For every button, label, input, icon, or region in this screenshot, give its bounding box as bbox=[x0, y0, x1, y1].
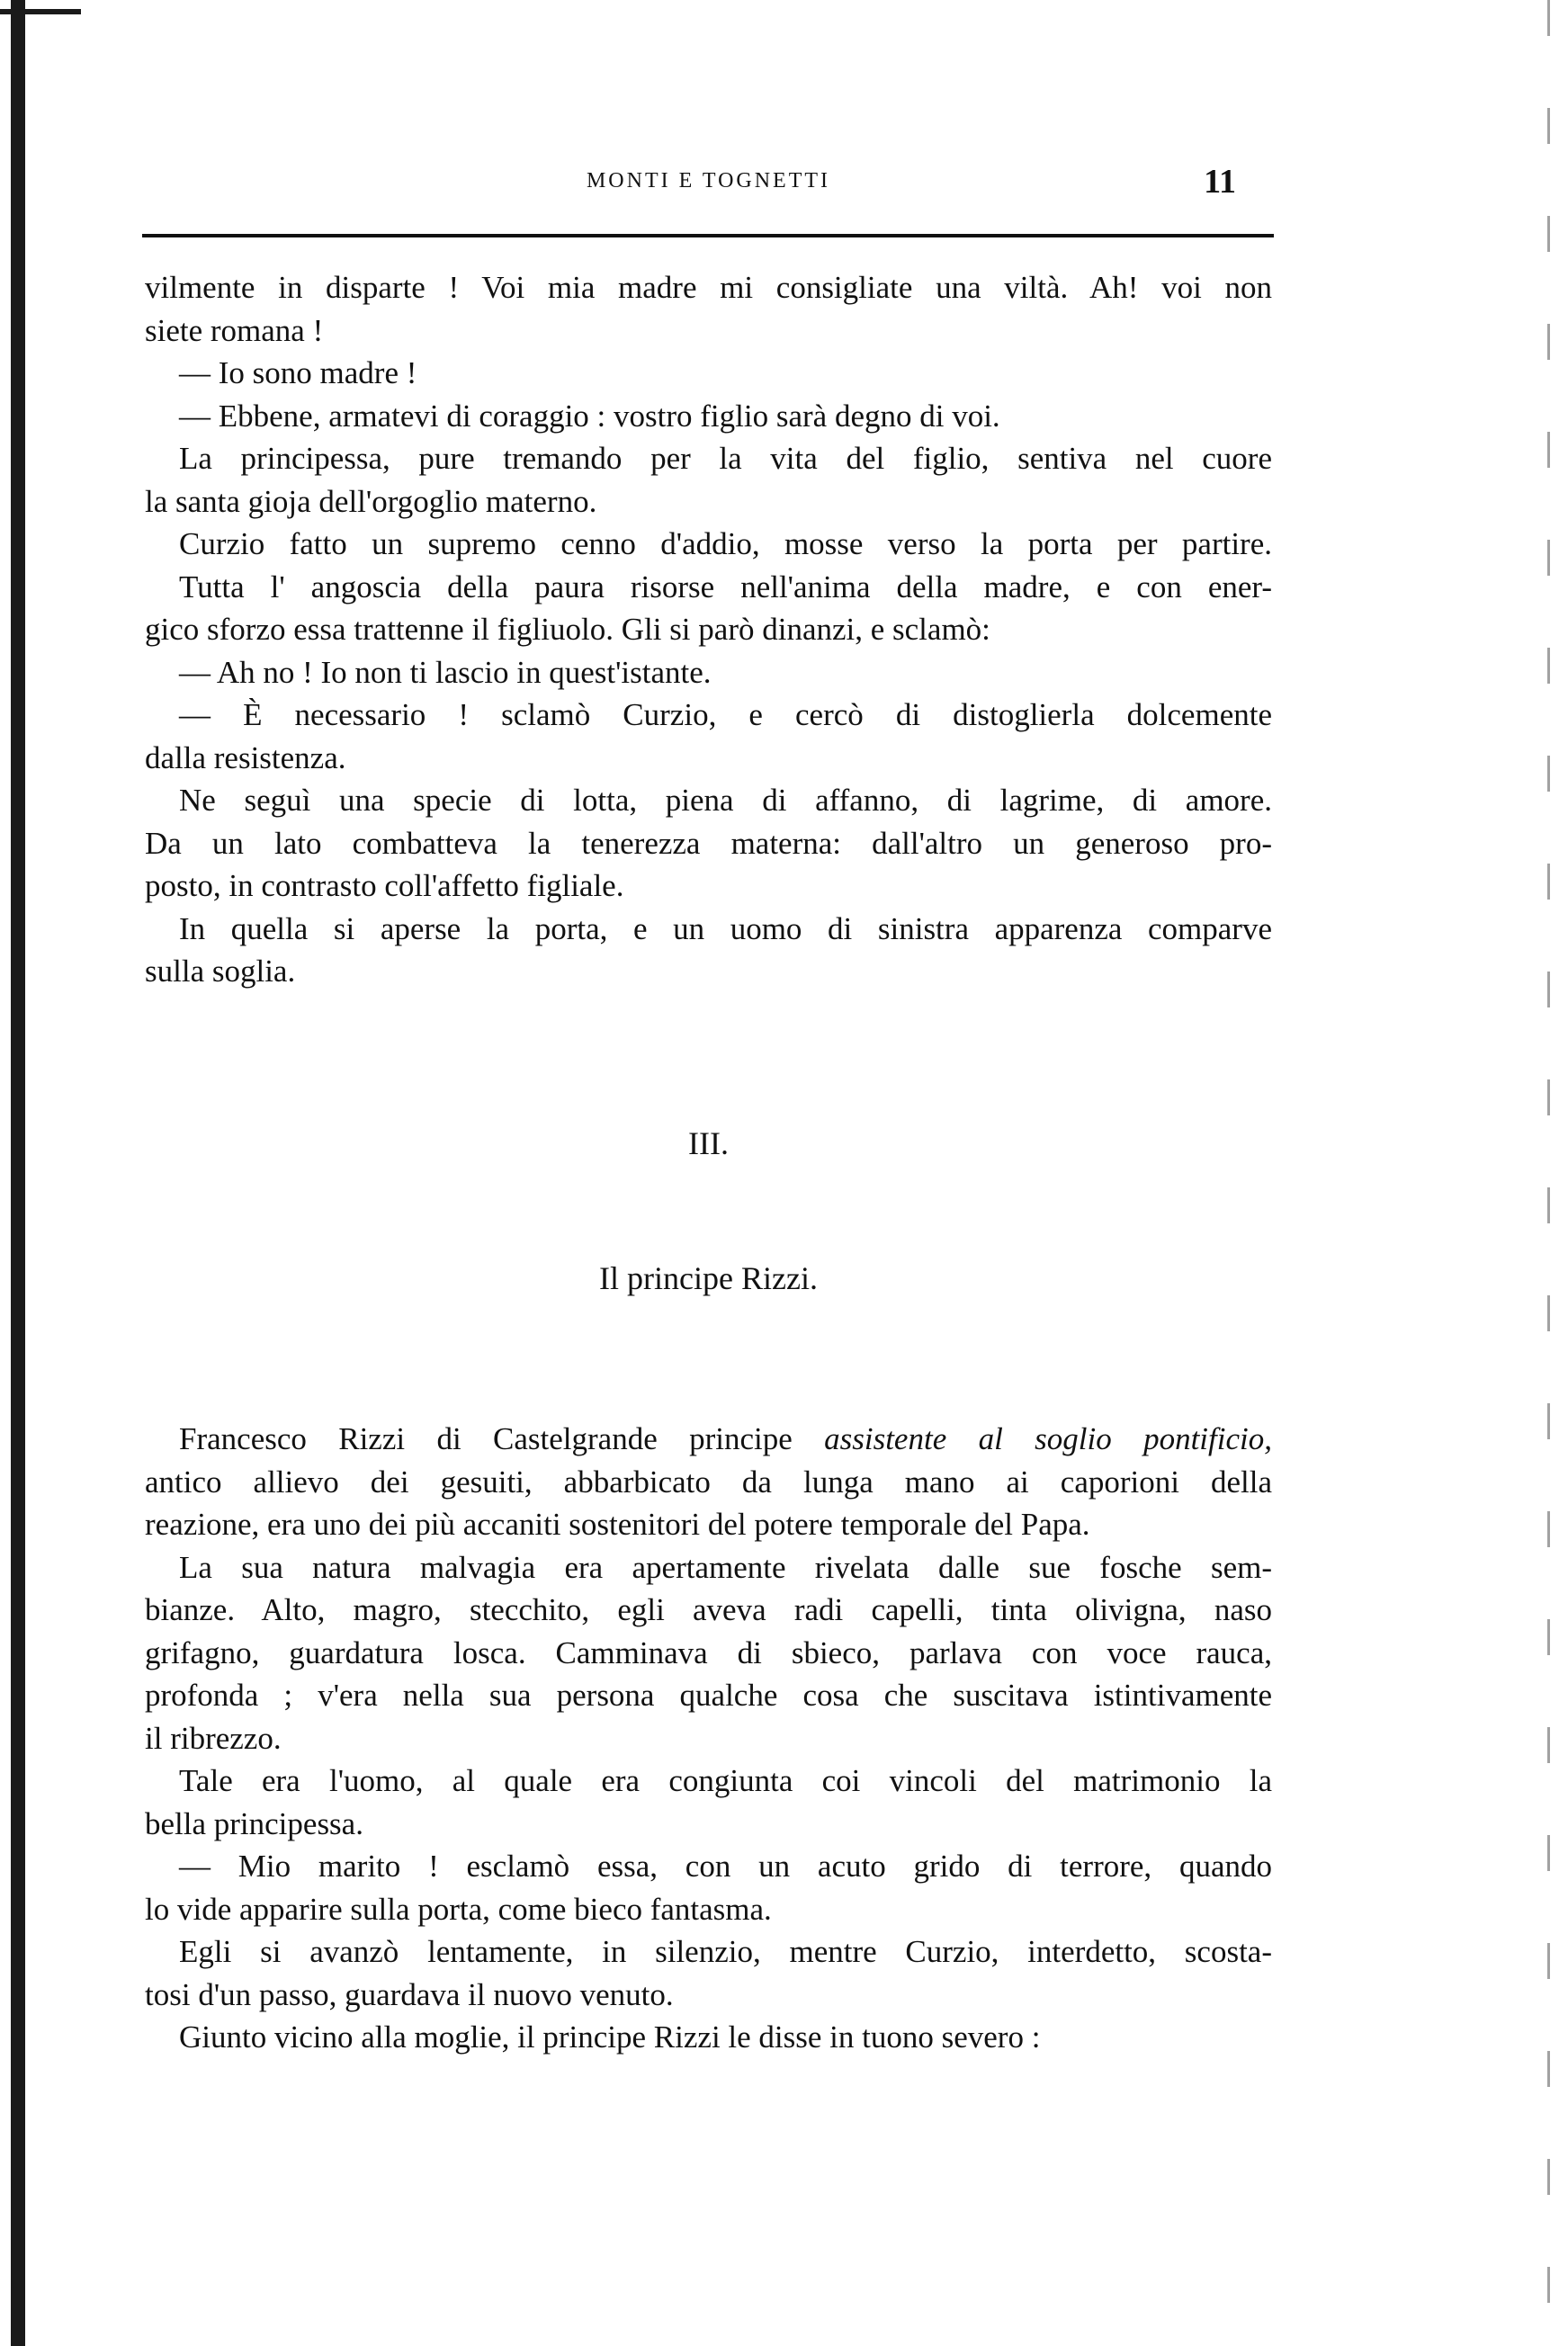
text-line: sulla soglia. bbox=[145, 954, 296, 989]
section-1-text bbox=[145, 266, 1272, 993]
text-line: il ribrezzo. bbox=[145, 1720, 282, 1756]
text-line: Tale era l'uomo, al quale era congiunta coi vincoli del matrimonio la bbox=[179, 1763, 1272, 1798]
section-2-text bbox=[145, 1418, 1272, 2059]
scan-edge-mark bbox=[0, 9, 81, 14]
text-line: tosi d'un passo, guardava il nuovo venuto. bbox=[145, 1976, 674, 2012]
text-line: — Ah no ! Io non ti lascio in quest'istante. bbox=[179, 654, 712, 690]
text-line: antico allievo dei gesuiti, abbarbicato da lunga mano ai caporioni della bbox=[145, 1464, 1272, 1500]
text-line: profonda ; v'era nella sua persona qualche cosa che suscitava istintivamente bbox=[145, 1678, 1272, 1713]
text-line: posto, in contrasto coll'affetto figliale. bbox=[145, 868, 624, 903]
text-line: Ne seguì una specie di lotta, piena di affanno, di lagrime, di amore. bbox=[179, 783, 1272, 818]
text-line: La sua natura malvagia era apertamente rivelata dalle sue fosche sem- bbox=[179, 1549, 1272, 1585]
text-line: — Ebbene, armatevi di coraggio : vostro figlio sarà degno di voi. bbox=[179, 398, 1000, 434]
page-number: 11 bbox=[1204, 163, 1236, 201]
text-roman: Francesco Rizzi di Castelgrande principe bbox=[179, 1421, 793, 1456]
text-line: — Io sono madre ! bbox=[179, 355, 417, 390]
text-line: Egli si avanzò lentamente, in silenzio, mentre Curzio, interdetto, scosta- bbox=[179, 1934, 1272, 1969]
text-line: La principessa, pure tremando per la vita del figlio, sentiva nel cuore bbox=[179, 441, 1272, 476]
text-line: grifagno, guardatura losca. Camminava di sbieco, parlava con voce rauca, bbox=[145, 1634, 1272, 1670]
text-line: bianze. Alto, magro, stecchito, egli aveva radi capelli, tinta olivigna, naso bbox=[145, 1592, 1272, 1627]
text-line: la santa gioja dell'orgoglio materno. bbox=[145, 483, 597, 519]
text-line bbox=[145, 1418, 1272, 1461]
text-line: siete romana ! bbox=[145, 312, 324, 348]
text-line: dalla resistenza. bbox=[145, 739, 346, 775]
text-line: Curzio fatto un supremo cenno d'addio, mosse verso la porta per partire. bbox=[179, 526, 1272, 561]
scan-binding-edge bbox=[11, 0, 25, 2346]
scan-right-edge bbox=[1547, 0, 1550, 2346]
text-line: reazione, era uno dei più accaniti sostenitori del potere temporale del Papa. bbox=[145, 1507, 1090, 1542]
running-title: MONTI E TOGNETTI bbox=[586, 169, 831, 193]
chapter-number: III. bbox=[688, 1125, 729, 1161]
text-line: lo vide apparire sulla porta, come bieco fantasma. bbox=[145, 1891, 772, 1927]
text-line: Tutta l' angoscia della paura risorse nell'anima della madre, e con ener- bbox=[179, 569, 1272, 604]
text-line: Da un lato combatteva la tenerezza materna: dall'altro un generoso pro- bbox=[145, 825, 1272, 861]
text-line: bella principessa. bbox=[145, 1805, 363, 1841]
text-line: vilmente in disparte ! Voi mia madre mi consigliate una viltà. Ah! voi non bbox=[145, 270, 1272, 305]
header-rule bbox=[142, 234, 1274, 237]
text-italic: assistente al soglio pontificio, bbox=[824, 1421, 1272, 1456]
page-header bbox=[145, 162, 1272, 201]
text-line: — È necessario ! sclamò Curzio, e cercò di distoglierla dolcemente bbox=[179, 697, 1272, 732]
text-line: — Mio marito ! esclamò essa, con un acuto grido di terrore, quando bbox=[179, 1849, 1272, 1884]
text-line: In quella si aperse la porta, e un uomo di sinistra apparenza comparve bbox=[179, 910, 1272, 946]
text-line: gico sforzo essa trattenne il figliuolo. Gli si parò dinanzi, e sclamò: bbox=[145, 612, 990, 647]
text-line: Giunto vicino alla moglie, il principe Rizzi le disse in tuono severo : bbox=[179, 2019, 1041, 2055]
chapter-title: Il principe Rizzi. bbox=[599, 1260, 818, 1296]
